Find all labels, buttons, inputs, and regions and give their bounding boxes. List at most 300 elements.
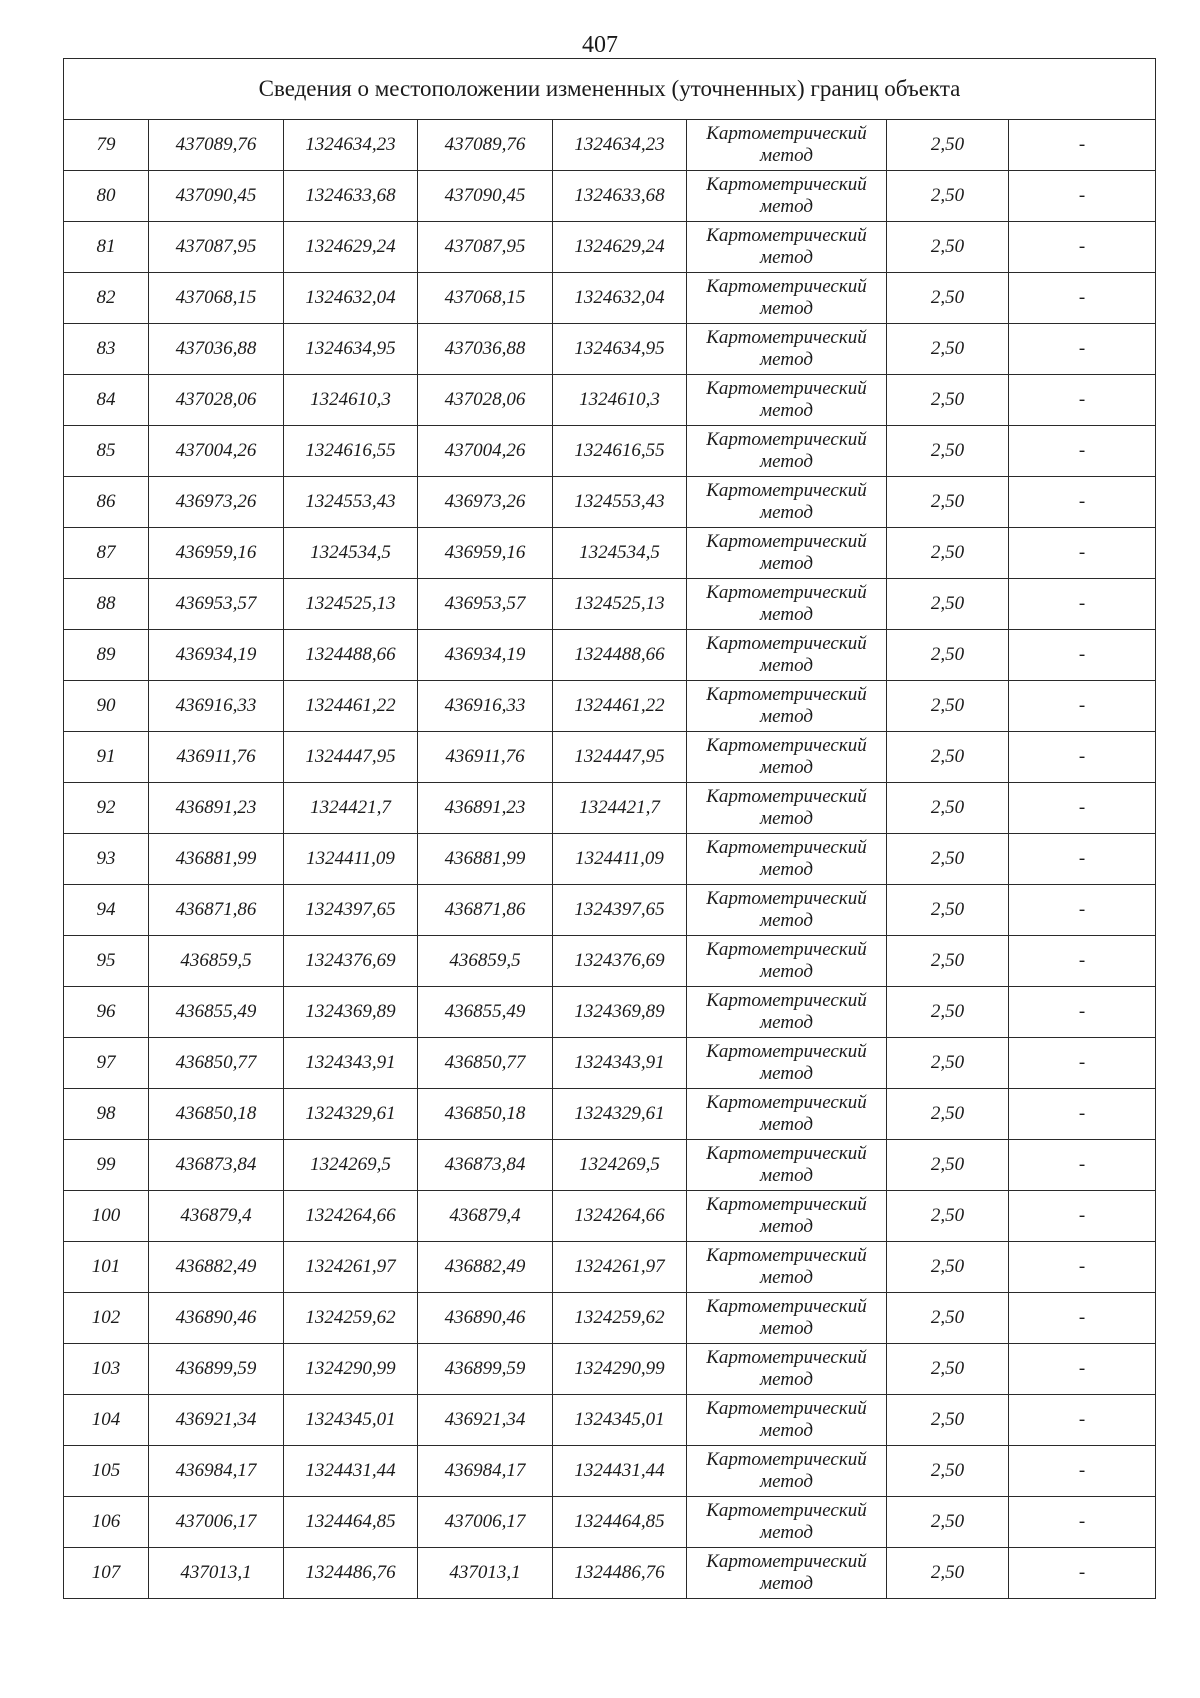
description-cell: - bbox=[1009, 1140, 1156, 1191]
description-cell: - bbox=[1009, 1293, 1156, 1344]
method-line-1: Картометрический bbox=[706, 786, 867, 807]
accuracy-cell: 2,50 bbox=[887, 681, 1009, 732]
method-cell bbox=[687, 273, 887, 324]
description-cell: - bbox=[1009, 375, 1156, 426]
method-line-1: Картометрический bbox=[706, 735, 867, 756]
method-cell bbox=[687, 120, 887, 171]
description-cell: - bbox=[1009, 120, 1156, 171]
existing-x-cell: 436850,18 bbox=[149, 1089, 284, 1140]
existing-y-cell: 1324345,01 bbox=[284, 1395, 418, 1446]
method-line-2: метод bbox=[760, 1267, 813, 1288]
accuracy-cell: 2,50 bbox=[887, 1446, 1009, 1497]
description-cell: - bbox=[1009, 324, 1156, 375]
table-row bbox=[64, 1242, 1156, 1293]
method-cell bbox=[687, 987, 887, 1038]
method-cell bbox=[687, 222, 887, 273]
table-row bbox=[64, 375, 1156, 426]
method-line-1: Картометрический bbox=[706, 837, 867, 858]
method-cell bbox=[687, 1548, 887, 1599]
refined-y-cell: 1324343,91 bbox=[553, 1038, 687, 1089]
description-cell: - bbox=[1009, 171, 1156, 222]
method-line-2: метод bbox=[760, 298, 813, 319]
existing-x-cell: 437087,95 bbox=[149, 222, 284, 273]
method-line-1: Картометрический bbox=[706, 531, 867, 552]
method-line-2: метод bbox=[760, 400, 813, 421]
existing-y-cell: 1324632,04 bbox=[284, 273, 418, 324]
method-line-2: метод bbox=[760, 349, 813, 370]
table-row bbox=[64, 1293, 1156, 1344]
point-number-cell: 84 bbox=[64, 375, 149, 426]
refined-x-cell: 436959,16 bbox=[418, 528, 553, 579]
method-line-2: метод bbox=[760, 961, 813, 982]
accuracy-cell: 2,50 bbox=[887, 477, 1009, 528]
description-cell: - bbox=[1009, 1191, 1156, 1242]
description-cell: - bbox=[1009, 1446, 1156, 1497]
point-number-cell: 90 bbox=[64, 681, 149, 732]
refined-y-cell: 1324421,7 bbox=[553, 783, 687, 834]
refined-y-cell: 1324397,65 bbox=[553, 885, 687, 936]
method-cell bbox=[687, 630, 887, 681]
point-number-cell: 99 bbox=[64, 1140, 149, 1191]
method-line-1: Картометрический bbox=[706, 1245, 867, 1266]
method-line-2: метод bbox=[760, 1063, 813, 1084]
refined-y-cell: 1324290,99 bbox=[553, 1344, 687, 1395]
refined-x-cell: 437006,17 bbox=[418, 1497, 553, 1548]
page-number: 407 bbox=[582, 32, 618, 58]
description-cell: - bbox=[1009, 1395, 1156, 1446]
refined-y-cell: 1324369,89 bbox=[553, 987, 687, 1038]
accuracy-cell: 2,50 bbox=[887, 783, 1009, 834]
table-row bbox=[64, 987, 1156, 1038]
method-line-1: Картометрический bbox=[706, 480, 867, 501]
point-number-cell: 91 bbox=[64, 732, 149, 783]
method-line-2: метод bbox=[760, 1012, 813, 1033]
existing-x-cell: 436882,49 bbox=[149, 1242, 284, 1293]
accuracy-cell: 2,50 bbox=[887, 732, 1009, 783]
method-line-1: Картометрический bbox=[706, 939, 867, 960]
existing-y-cell: 1324369,89 bbox=[284, 987, 418, 1038]
method-line-1: Картометрический bbox=[706, 1296, 867, 1317]
existing-x-cell: 436850,77 bbox=[149, 1038, 284, 1089]
refined-x-cell: 436850,18 bbox=[418, 1089, 553, 1140]
point-number-cell: 82 bbox=[64, 273, 149, 324]
method-cell bbox=[687, 1140, 887, 1191]
description-cell: - bbox=[1009, 1344, 1156, 1395]
description-cell: - bbox=[1009, 528, 1156, 579]
accuracy-cell: 2,50 bbox=[887, 1038, 1009, 1089]
point-number-cell: 96 bbox=[64, 987, 149, 1038]
existing-y-cell: 1324264,66 bbox=[284, 1191, 418, 1242]
refined-y-cell: 1324264,66 bbox=[553, 1191, 687, 1242]
existing-y-cell: 1324629,24 bbox=[284, 222, 418, 273]
refined-y-cell: 1324259,62 bbox=[553, 1293, 687, 1344]
description-cell: - bbox=[1009, 1038, 1156, 1089]
table-row bbox=[64, 426, 1156, 477]
method-cell bbox=[687, 1191, 887, 1242]
existing-y-cell: 1324269,5 bbox=[284, 1140, 418, 1191]
point-number-cell: 106 bbox=[64, 1497, 149, 1548]
refined-x-cell: 436882,49 bbox=[418, 1242, 553, 1293]
table-row bbox=[64, 885, 1156, 936]
accuracy-cell: 2,50 bbox=[887, 885, 1009, 936]
table-row bbox=[64, 273, 1156, 324]
table-row bbox=[64, 171, 1156, 222]
method-line-1: Картометрический bbox=[706, 1143, 867, 1164]
table-row bbox=[64, 120, 1156, 171]
point-number-cell: 107 bbox=[64, 1548, 149, 1599]
point-number-cell: 88 bbox=[64, 579, 149, 630]
refined-x-cell: 436873,84 bbox=[418, 1140, 553, 1191]
description-cell: - bbox=[1009, 834, 1156, 885]
existing-x-cell: 436871,86 bbox=[149, 885, 284, 936]
method-line-2: метод bbox=[760, 1369, 813, 1390]
refined-y-cell: 1324447,95 bbox=[553, 732, 687, 783]
description-cell: - bbox=[1009, 273, 1156, 324]
refined-x-cell: 437013,1 bbox=[418, 1548, 553, 1599]
existing-x-cell: 436855,49 bbox=[149, 987, 284, 1038]
method-line-1: Картометрический bbox=[706, 1092, 867, 1113]
existing-y-cell: 1324461,22 bbox=[284, 681, 418, 732]
refined-x-cell: 436891,23 bbox=[418, 783, 553, 834]
refined-y-cell: 1324553,43 bbox=[553, 477, 687, 528]
refined-y-cell: 1324610,3 bbox=[553, 375, 687, 426]
method-line-2: метод bbox=[760, 808, 813, 829]
existing-x-cell: 436984,17 bbox=[149, 1446, 284, 1497]
existing-x-cell: 436921,34 bbox=[149, 1395, 284, 1446]
existing-x-cell: 437004,26 bbox=[149, 426, 284, 477]
method-line-2: метод bbox=[760, 757, 813, 778]
method-line-2: метод bbox=[760, 604, 813, 625]
existing-y-cell: 1324486,76 bbox=[284, 1548, 418, 1599]
existing-x-cell: 436891,23 bbox=[149, 783, 284, 834]
accuracy-cell: 2,50 bbox=[887, 120, 1009, 171]
method-line-2: метод bbox=[760, 910, 813, 931]
point-number-cell: 93 bbox=[64, 834, 149, 885]
accuracy-cell: 2,50 bbox=[887, 1548, 1009, 1599]
method-line-1: Картометрический bbox=[706, 327, 867, 348]
accuracy-cell: 2,50 bbox=[887, 375, 1009, 426]
existing-x-cell: 436953,57 bbox=[149, 579, 284, 630]
table-row bbox=[64, 834, 1156, 885]
point-number-cell: 104 bbox=[64, 1395, 149, 1446]
accuracy-cell: 2,50 bbox=[887, 936, 1009, 987]
accuracy-cell: 2,50 bbox=[887, 1344, 1009, 1395]
refined-x-cell: 437089,76 bbox=[418, 120, 553, 171]
accuracy-cell: 2,50 bbox=[887, 834, 1009, 885]
existing-y-cell: 1324421,7 bbox=[284, 783, 418, 834]
existing-y-cell: 1324525,13 bbox=[284, 579, 418, 630]
method-line-1: Картометрический bbox=[706, 1041, 867, 1062]
refined-y-cell: 1324345,01 bbox=[553, 1395, 687, 1446]
refined-y-cell: 1324431,44 bbox=[553, 1446, 687, 1497]
point-number-cell: 89 bbox=[64, 630, 149, 681]
method-line-2: метод bbox=[760, 451, 813, 472]
method-cell bbox=[687, 1242, 887, 1293]
existing-x-cell: 436890,46 bbox=[149, 1293, 284, 1344]
existing-y-cell: 1324633,68 bbox=[284, 171, 418, 222]
point-number-cell: 97 bbox=[64, 1038, 149, 1089]
point-number-cell: 95 bbox=[64, 936, 149, 987]
point-number-cell: 103 bbox=[64, 1344, 149, 1395]
method-line-1: Картометрический bbox=[706, 225, 867, 246]
existing-x-cell: 436934,19 bbox=[149, 630, 284, 681]
method-line-1: Картометрический bbox=[706, 276, 867, 297]
method-cell bbox=[687, 579, 887, 630]
refined-y-cell: 1324616,55 bbox=[553, 426, 687, 477]
existing-x-cell: 437036,88 bbox=[149, 324, 284, 375]
description-cell: - bbox=[1009, 1497, 1156, 1548]
accuracy-cell: 2,50 bbox=[887, 426, 1009, 477]
method-line-1: Картометрический bbox=[706, 1398, 867, 1419]
existing-x-cell: 437028,06 bbox=[149, 375, 284, 426]
accuracy-cell: 2,50 bbox=[887, 1089, 1009, 1140]
description-cell: - bbox=[1009, 1089, 1156, 1140]
table-row bbox=[64, 1446, 1156, 1497]
method-line-1: Картометрический bbox=[706, 1194, 867, 1215]
refined-x-cell: 436973,26 bbox=[418, 477, 553, 528]
refined-y-cell: 1324486,76 bbox=[553, 1548, 687, 1599]
existing-y-cell: 1324553,43 bbox=[284, 477, 418, 528]
description-cell: - bbox=[1009, 426, 1156, 477]
existing-x-cell: 436911,76 bbox=[149, 732, 284, 783]
description-cell: - bbox=[1009, 936, 1156, 987]
existing-y-cell: 1324259,62 bbox=[284, 1293, 418, 1344]
existing-y-cell: 1324376,69 bbox=[284, 936, 418, 987]
table-row bbox=[64, 936, 1156, 987]
accuracy-cell: 2,50 bbox=[887, 630, 1009, 681]
point-number-cell: 105 bbox=[64, 1446, 149, 1497]
accuracy-cell: 2,50 bbox=[887, 1497, 1009, 1548]
table-row bbox=[64, 1140, 1156, 1191]
accuracy-cell: 2,50 bbox=[887, 1293, 1009, 1344]
method-cell bbox=[687, 1089, 887, 1140]
description-cell: - bbox=[1009, 885, 1156, 936]
point-number-cell: 85 bbox=[64, 426, 149, 477]
point-number-cell: 94 bbox=[64, 885, 149, 936]
method-line-1: Картометрический bbox=[706, 582, 867, 603]
existing-y-cell: 1324290,99 bbox=[284, 1344, 418, 1395]
refined-y-cell: 1324269,5 bbox=[553, 1140, 687, 1191]
existing-x-cell: 437089,76 bbox=[149, 120, 284, 171]
accuracy-cell: 2,50 bbox=[887, 171, 1009, 222]
description-cell: - bbox=[1009, 732, 1156, 783]
existing-x-cell: 436859,5 bbox=[149, 936, 284, 987]
refined-x-cell: 437004,26 bbox=[418, 426, 553, 477]
refined-x-cell: 437068,15 bbox=[418, 273, 553, 324]
existing-y-cell: 1324261,97 bbox=[284, 1242, 418, 1293]
refined-x-cell: 436916,33 bbox=[418, 681, 553, 732]
refined-x-cell: 436879,4 bbox=[418, 1191, 553, 1242]
description-cell: - bbox=[1009, 630, 1156, 681]
method-line-2: метод bbox=[760, 1318, 813, 1339]
existing-x-cell: 436916,33 bbox=[149, 681, 284, 732]
description-cell: - bbox=[1009, 1548, 1156, 1599]
accuracy-cell: 2,50 bbox=[887, 1140, 1009, 1191]
table-row bbox=[64, 1191, 1156, 1242]
method-cell bbox=[687, 1395, 887, 1446]
refined-x-cell: 436871,86 bbox=[418, 885, 553, 936]
refined-x-cell: 436911,76 bbox=[418, 732, 553, 783]
refined-y-cell: 1324329,61 bbox=[553, 1089, 687, 1140]
method-line-1: Картометрический bbox=[706, 378, 867, 399]
method-line-1: Картометрический bbox=[706, 888, 867, 909]
refined-x-cell: 436921,34 bbox=[418, 1395, 553, 1446]
method-line-1: Картометрический bbox=[706, 1500, 867, 1521]
description-cell: - bbox=[1009, 987, 1156, 1038]
refined-x-cell: 436934,19 bbox=[418, 630, 553, 681]
existing-x-cell: 436873,84 bbox=[149, 1140, 284, 1191]
method-line-2: метод bbox=[760, 553, 813, 574]
accuracy-cell: 2,50 bbox=[887, 222, 1009, 273]
refined-x-cell: 437087,95 bbox=[418, 222, 553, 273]
table-row bbox=[64, 528, 1156, 579]
method-line-2: метод bbox=[760, 1471, 813, 1492]
method-line-1: Картометрический bbox=[706, 684, 867, 705]
refined-y-cell: 1324634,23 bbox=[553, 120, 687, 171]
point-number-cell: 87 bbox=[64, 528, 149, 579]
existing-x-cell: 436881,99 bbox=[149, 834, 284, 885]
refined-y-cell: 1324534,5 bbox=[553, 528, 687, 579]
refined-y-cell: 1324411,09 bbox=[553, 834, 687, 885]
table-row bbox=[64, 1548, 1156, 1599]
refined-y-cell: 1324629,24 bbox=[553, 222, 687, 273]
method-cell bbox=[687, 885, 887, 936]
table-row bbox=[64, 783, 1156, 834]
existing-y-cell: 1324329,61 bbox=[284, 1089, 418, 1140]
table-row bbox=[64, 1497, 1156, 1548]
method-line-1: Картометрический bbox=[706, 174, 867, 195]
method-line-2: метод bbox=[760, 247, 813, 268]
method-cell bbox=[687, 681, 887, 732]
method-line-1: Картометрический bbox=[706, 1449, 867, 1470]
table-body bbox=[64, 120, 1156, 1599]
boundary-table-container bbox=[63, 58, 1155, 1599]
accuracy-cell: 2,50 bbox=[887, 1395, 1009, 1446]
point-number-cell: 92 bbox=[64, 783, 149, 834]
existing-x-cell: 437006,17 bbox=[149, 1497, 284, 1548]
description-cell: - bbox=[1009, 1242, 1156, 1293]
method-cell bbox=[687, 171, 887, 222]
description-cell: - bbox=[1009, 222, 1156, 273]
table-row bbox=[64, 222, 1156, 273]
method-line-2: метод bbox=[760, 655, 813, 676]
method-cell bbox=[687, 426, 887, 477]
method-line-1: Картометрический bbox=[706, 429, 867, 450]
point-number-cell: 83 bbox=[64, 324, 149, 375]
accuracy-cell: 2,50 bbox=[887, 579, 1009, 630]
method-cell bbox=[687, 732, 887, 783]
table-row bbox=[64, 1395, 1156, 1446]
table-row bbox=[64, 681, 1156, 732]
existing-y-cell: 1324411,09 bbox=[284, 834, 418, 885]
existing-x-cell: 437068,15 bbox=[149, 273, 284, 324]
existing-y-cell: 1324397,65 bbox=[284, 885, 418, 936]
existing-y-cell: 1324616,55 bbox=[284, 426, 418, 477]
refined-y-cell: 1324376,69 bbox=[553, 936, 687, 987]
refined-y-cell: 1324633,68 bbox=[553, 171, 687, 222]
method-cell bbox=[687, 324, 887, 375]
table-title: Сведения о местоположении измененных (уточненных) границ объекта bbox=[64, 59, 1156, 120]
existing-y-cell: 1324634,23 bbox=[284, 120, 418, 171]
method-line-2: метод bbox=[760, 1573, 813, 1594]
method-cell bbox=[687, 1497, 887, 1548]
table-row bbox=[64, 630, 1156, 681]
point-number-cell: 102 bbox=[64, 1293, 149, 1344]
accuracy-cell: 2,50 bbox=[887, 324, 1009, 375]
method-line-2: метод bbox=[760, 1165, 813, 1186]
method-line-2: метод bbox=[760, 196, 813, 217]
existing-y-cell: 1324534,5 bbox=[284, 528, 418, 579]
refined-x-cell: 436890,46 bbox=[418, 1293, 553, 1344]
table-row bbox=[64, 1089, 1156, 1140]
existing-y-cell: 1324343,91 bbox=[284, 1038, 418, 1089]
method-cell bbox=[687, 375, 887, 426]
method-line-1: Картометрический bbox=[706, 990, 867, 1011]
method-cell bbox=[687, 936, 887, 987]
existing-x-cell: 437090,45 bbox=[149, 171, 284, 222]
point-number-cell: 79 bbox=[64, 120, 149, 171]
method-line-1: Картометрический bbox=[706, 1551, 867, 1572]
method-cell bbox=[687, 783, 887, 834]
point-number-cell: 80 bbox=[64, 171, 149, 222]
existing-x-cell: 437013,1 bbox=[149, 1548, 284, 1599]
method-cell bbox=[687, 1344, 887, 1395]
table-row bbox=[64, 1344, 1156, 1395]
method-line-2: метод bbox=[760, 1420, 813, 1441]
refined-y-cell: 1324632,04 bbox=[553, 273, 687, 324]
refined-x-cell: 436899,59 bbox=[418, 1344, 553, 1395]
method-line-2: метод bbox=[760, 145, 813, 166]
refined-x-cell: 437090,45 bbox=[418, 171, 553, 222]
accuracy-cell: 2,50 bbox=[887, 987, 1009, 1038]
existing-x-cell: 436879,4 bbox=[149, 1191, 284, 1242]
accuracy-cell: 2,50 bbox=[887, 1242, 1009, 1293]
point-number-cell: 81 bbox=[64, 222, 149, 273]
existing-y-cell: 1324610,3 bbox=[284, 375, 418, 426]
refined-x-cell: 436984,17 bbox=[418, 1446, 553, 1497]
table-row bbox=[64, 324, 1156, 375]
accuracy-cell: 2,50 bbox=[887, 1191, 1009, 1242]
method-line-2: метод bbox=[760, 1216, 813, 1237]
refined-x-cell: 436881,99 bbox=[418, 834, 553, 885]
refined-y-cell: 1324461,22 bbox=[553, 681, 687, 732]
refined-y-cell: 1324634,95 bbox=[553, 324, 687, 375]
refined-x-cell: 437036,88 bbox=[418, 324, 553, 375]
refined-y-cell: 1324525,13 bbox=[553, 579, 687, 630]
description-cell: - bbox=[1009, 579, 1156, 630]
table-row bbox=[64, 579, 1156, 630]
existing-y-cell: 1324464,85 bbox=[284, 1497, 418, 1548]
refined-x-cell: 436953,57 bbox=[418, 579, 553, 630]
method-line-1: Картометрический bbox=[706, 123, 867, 144]
accuracy-cell: 2,50 bbox=[887, 273, 1009, 324]
existing-y-cell: 1324447,95 bbox=[284, 732, 418, 783]
method-line-2: метод bbox=[760, 502, 813, 523]
description-cell: - bbox=[1009, 477, 1156, 528]
existing-x-cell: 436959,16 bbox=[149, 528, 284, 579]
table-row bbox=[64, 477, 1156, 528]
existing-y-cell: 1324431,44 bbox=[284, 1446, 418, 1497]
refined-x-cell: 436850,77 bbox=[418, 1038, 553, 1089]
method-cell bbox=[687, 528, 887, 579]
method-cell bbox=[687, 477, 887, 528]
point-number-cell: 86 bbox=[64, 477, 149, 528]
existing-x-cell: 436899,59 bbox=[149, 1344, 284, 1395]
method-cell bbox=[687, 1293, 887, 1344]
method-line-2: метод bbox=[760, 706, 813, 727]
method-line-1: Картометрический bbox=[706, 1347, 867, 1368]
method-cell bbox=[687, 834, 887, 885]
